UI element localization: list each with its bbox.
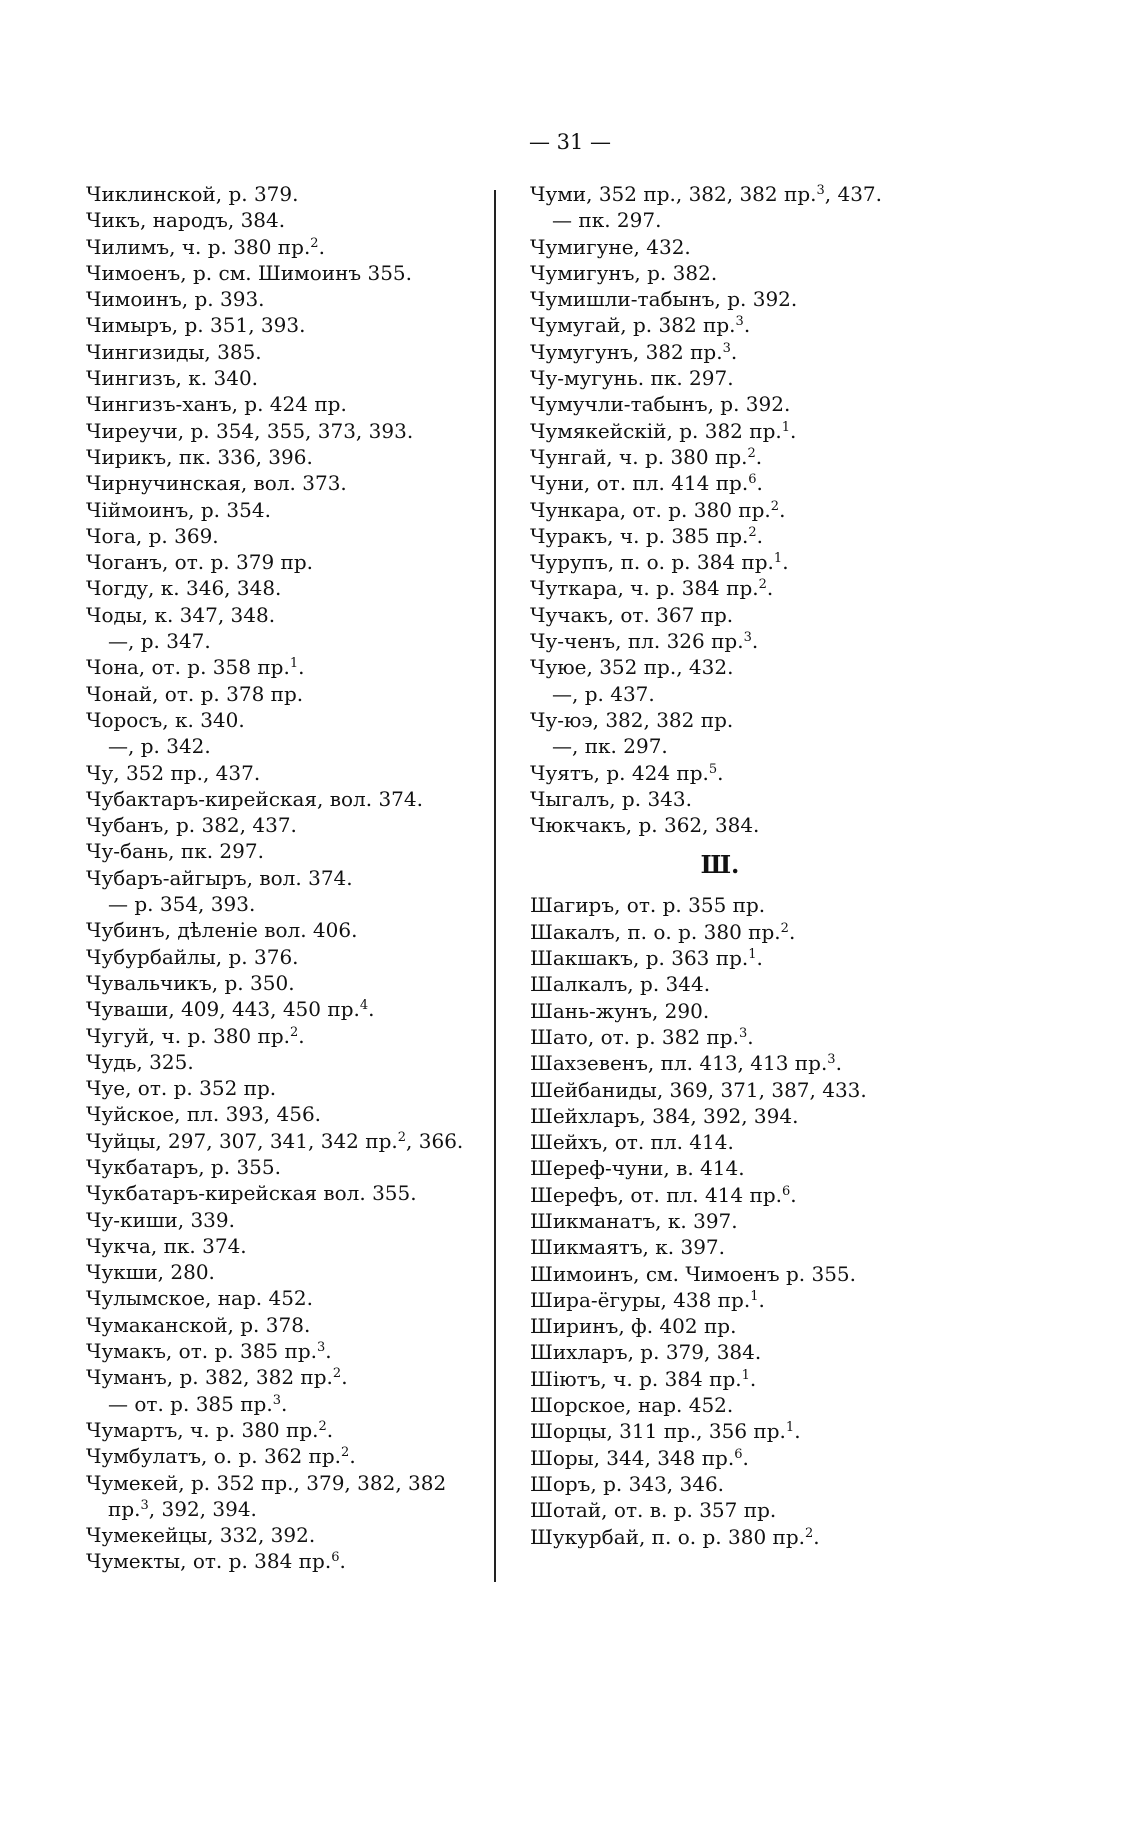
- index-entry: [86, 1101, 478, 1127]
- entry-text: Чыгалъ, р. 343.: [530, 786, 692, 811]
- index-entry: [530, 260, 950, 286]
- index-entry: [86, 1233, 478, 1259]
- entry-text-tail: .: [717, 760, 724, 785]
- index-entry: [530, 523, 950, 549]
- entry-text: Шотай, от. в. р. 357 пр.: [530, 1498, 777, 1523]
- entry-text: Чоганъ, от. р. 379 пр.: [86, 550, 314, 575]
- footnote-marker: 2: [805, 1525, 814, 1541]
- entry-text: Чумекейцы, 332, 392.: [86, 1523, 316, 1548]
- index-entry: [86, 234, 478, 260]
- entry-text-tail: .: [326, 1417, 334, 1442]
- index-entry: [530, 549, 950, 575]
- entry-text: Чумугай, р. 382 пр.: [530, 313, 736, 338]
- index-entry: [530, 1234, 950, 1260]
- footnote-marker: 2: [780, 920, 789, 936]
- index-entry: [86, 838, 478, 864]
- footnote-marker: 3: [140, 1497, 149, 1513]
- entry-text-tail: .: [749, 1366, 757, 1391]
- entry-text: Чу, 352 пр., 437.: [86, 760, 261, 785]
- entry-text-tail: .: [782, 550, 789, 575]
- index-entry: [86, 733, 478, 759]
- index-entry: [530, 1077, 950, 1103]
- index-entry: [530, 365, 950, 391]
- index-entry: [530, 1497, 950, 1523]
- entry-text: Шакалъ, п. о. р. 380 пр.: [530, 919, 781, 944]
- index-entry: [530, 1287, 950, 1313]
- index-entry: [530, 1129, 950, 1155]
- entry-text: Чувальчикъ, р. 350.: [86, 970, 295, 995]
- entry-text: Чумбулатъ, о. р. 362 пр.: [86, 1444, 342, 1469]
- entry-text-tail: .: [298, 655, 305, 680]
- entry-text: Шейбаниды, 369, 371, 387, 433.: [530, 1077, 867, 1102]
- index-entry: [86, 549, 478, 575]
- index-entry: [86, 1548, 478, 1574]
- index-entry: [530, 919, 950, 945]
- index-entry: [86, 1259, 478, 1285]
- index-entry: [530, 497, 950, 523]
- entry-text: Шагиръ, от. р. 355 пр.: [530, 893, 766, 918]
- entry-text: — р. 354, 393.: [108, 892, 256, 917]
- index-entry: [530, 707, 950, 733]
- entry-text-tail: .: [751, 629, 759, 654]
- entry-text: Чуе, от. р. 352 пр.: [86, 1076, 277, 1101]
- right-column-top-list: [530, 181, 950, 838]
- index-entry: [530, 1418, 950, 1444]
- index-entry: [86, 760, 478, 786]
- entry-text: Шимоинъ, см. Чимоенъ р. 355.: [530, 1261, 857, 1286]
- entry-text: Чукча, пк. 374.: [86, 1233, 247, 1258]
- right-column: [530, 181, 950, 1550]
- entry-text-tail: .: [368, 997, 375, 1022]
- entry-text: Чулымское, нар. 452.: [86, 1286, 314, 1311]
- entry-text: Чурупъ, п. о. р. 384 пр.: [530, 550, 774, 575]
- index-entry: [530, 786, 950, 812]
- index-entry: [530, 945, 950, 971]
- index-entry: [86, 575, 478, 601]
- entry-text: Чога, р. 369.: [86, 523, 219, 548]
- entry-text: Чогду, к. 346, 348.: [86, 576, 282, 601]
- entry-text: Чуюе, 352 пр., 432.: [530, 655, 734, 680]
- entry-text: Чингизиды, 385.: [86, 339, 262, 364]
- entry-text-tail: .: [747, 1024, 754, 1049]
- index-entry: [86, 865, 478, 891]
- entry-text-tail: .: [756, 471, 763, 496]
- entry-text-tail: .: [743, 313, 751, 338]
- page-number: — 31 —: [528, 130, 612, 154]
- entry-text: Чубинъ, дѣленіе вол. 406.: [86, 918, 358, 943]
- entry-text: Чумаканской, р. 378.: [86, 1312, 311, 1337]
- entry-text: пр.: [108, 1496, 141, 1521]
- entry-text: Чуйцы, 297, 307, 341, 342 пр.: [86, 1128, 398, 1153]
- entry-text-tail: .: [325, 1339, 332, 1364]
- entry-text-tail: .: [349, 1444, 356, 1469]
- entry-text: Чумугунъ, 382 пр.: [530, 339, 723, 364]
- index-entry: [530, 1182, 950, 1208]
- entry-text: Чингизъ, к. 340.: [86, 366, 259, 391]
- index-entry: [530, 654, 950, 680]
- entry-text-tail: , 392, 394.: [148, 1496, 257, 1521]
- footnote-marker: 2: [290, 1024, 299, 1040]
- entry-text-tail: .: [318, 234, 325, 259]
- index-entry: [86, 1470, 478, 1496]
- index-entry: [530, 1313, 950, 1339]
- entry-text: Шалкалъ, р. 344.: [530, 972, 711, 997]
- index-entry: [86, 1207, 478, 1233]
- index-entry: [86, 1312, 478, 1338]
- index-entry: [530, 1524, 950, 1550]
- entry-text: Шіютъ, ч. р. 384 пр.: [530, 1366, 742, 1391]
- entry-text: Чуйское, пл. 393, 456.: [86, 1102, 322, 1127]
- index-entry: [530, 575, 950, 601]
- entry-text: Шакшакъ, р. 363 пр.: [530, 946, 749, 971]
- entry-text-tail: , 437.: [824, 182, 883, 206]
- index-entry: [86, 207, 478, 233]
- index-entry: [530, 470, 950, 496]
- entry-text: — пк. 297.: [552, 208, 662, 233]
- index-entry: [530, 234, 950, 260]
- index-entry: [530, 391, 950, 417]
- entry-text: Чугуй, ч. р. 380 пр.: [86, 1023, 290, 1048]
- index-entry: [86, 523, 478, 549]
- entry-text: Чункара, от. р. 380 пр.: [530, 497, 771, 522]
- entry-text: —, р. 347.: [108, 629, 211, 654]
- index-entry: [86, 944, 478, 970]
- entry-text: Чудь, 325.: [86, 1049, 194, 1074]
- entry-text: Чукбатаръ, р. 355.: [86, 1154, 281, 1179]
- index-entry: [86, 1023, 478, 1049]
- entry-text-tail: .: [758, 1287, 765, 1312]
- entry-text: Шоры, 344, 348 пр.: [530, 1445, 735, 1470]
- index-entry: [530, 1366, 950, 1392]
- entry-text: Шикманатъ, к. 397.: [530, 1208, 738, 1233]
- entry-text: Чу-киши, 339.: [86, 1207, 235, 1232]
- entry-text: Шейхъ, от. пл. 414.: [530, 1130, 734, 1155]
- entry-text: Чона, от. р. 358 пр.: [86, 655, 290, 680]
- footnote-marker: 1: [289, 656, 299, 672]
- entry-text: —, р. 437.: [552, 681, 655, 706]
- entry-text: Чилимъ, ч. р. 380 пр.: [86, 234, 311, 259]
- index-entry: [86, 1364, 478, 1390]
- index-entry: [86, 391, 478, 417]
- entry-text-tail: .: [756, 946, 763, 971]
- index-entry: [86, 1154, 478, 1180]
- entry-text: Чиреучи, р. 354, 355, 373, 393.: [86, 418, 414, 443]
- entry-text-tail: .: [742, 1445, 749, 1470]
- entry-text: Чюкчакъ, р. 362, 384.: [530, 813, 760, 838]
- footnote-marker: 3: [317, 1340, 326, 1356]
- index-entry: [530, 1445, 950, 1471]
- entry-text: Чуваши, 409, 443, 450 пр.: [86, 997, 360, 1022]
- entry-text: Чумартъ, ч. р. 380 пр.: [86, 1417, 319, 1442]
- entry-text: Чукбатаръ-кирейская вол. 355.: [86, 1181, 417, 1206]
- footnote-marker: 5: [708, 761, 718, 777]
- entry-text-tail: , 366.: [406, 1128, 464, 1153]
- entry-text: Шереф-чуни, в. 414.: [530, 1156, 745, 1181]
- entry-text: Чуми, 352 пр., 382, 382 пр.: [530, 182, 817, 206]
- footnote-marker: 3: [735, 314, 744, 330]
- index-entry: [86, 812, 478, 838]
- index-entry: [86, 339, 478, 365]
- index-entry: [86, 181, 478, 207]
- entry-text-tail: .: [730, 339, 738, 364]
- index-entry: [86, 444, 478, 470]
- entry-text: Чимоенъ, р. см. Шимоинъ 355.: [86, 260, 413, 285]
- index-entry: [86, 1075, 478, 1101]
- index-entry: [530, 733, 950, 759]
- footnote-marker: 1: [785, 1420, 795, 1436]
- entry-text-tail: .: [281, 1391, 288, 1416]
- entry-text-tail: .: [813, 1524, 820, 1549]
- entry-text: Чучакъ, от. 367 пр.: [530, 602, 734, 627]
- index-entry: [86, 1496, 478, 1522]
- index-entry: [86, 365, 478, 391]
- entry-text: Чумакъ, от. р. 385 пр.: [86, 1339, 318, 1364]
- entry-text: Чу-ченъ, пл. 326 пр.: [530, 629, 744, 654]
- index-entry: [530, 1155, 950, 1181]
- entry-text: Чуракъ, ч. р. 385 пр.: [530, 523, 749, 548]
- footnote-marker: 2: [747, 445, 756, 461]
- index-entry: [530, 602, 950, 628]
- index-entry: [86, 602, 478, 628]
- entry-text-tail: .: [835, 1051, 842, 1076]
- entry-text: Чуткара, ч. р. 384 пр.: [530, 576, 759, 601]
- index-entry: [86, 1128, 478, 1154]
- footnote-marker: 6: [781, 1183, 791, 1199]
- index-entry: [86, 628, 478, 654]
- footnote-marker: 1: [781, 419, 791, 435]
- footnote-marker: 1: [773, 551, 783, 567]
- footnote-marker: 4: [359, 998, 369, 1014]
- entry-text: Чумекей, р. 352 пр., 379, 382, 382: [86, 1470, 447, 1495]
- footnote-marker: 3: [827, 1052, 836, 1068]
- entry-text: Шахзевенъ, пл. 413, 413 пр.: [530, 1051, 828, 1076]
- index-entry: [86, 1285, 478, 1311]
- footnote-marker: 2: [310, 235, 319, 251]
- entry-text: Шейхларъ, 384, 392, 394.: [530, 1103, 799, 1128]
- entry-text-tail: .: [298, 1023, 305, 1048]
- entry-text: Шерефъ, от. пл. 414 пр.: [530, 1182, 782, 1207]
- entry-text: Чингизъ-ханъ, р. 424 пр.: [86, 392, 347, 417]
- entry-text: Ширинъ, ф. 402 пр.: [530, 1314, 737, 1339]
- entry-text: Чоды, к. 347, 348.: [86, 602, 276, 627]
- section-heading: Ш.: [700, 850, 740, 880]
- index-entry: [86, 1391, 478, 1417]
- entry-text: Шикмаятъ, к. 397.: [530, 1235, 725, 1260]
- footnote-marker: 1: [750, 1288, 759, 1304]
- index-entry: [86, 260, 478, 286]
- entry-text: Чубаръ-айгыръ, вол. 374.: [86, 865, 353, 890]
- entry-text: Чумекты, от. р. 384 пр.: [86, 1549, 332, 1574]
- entry-text-tail: .: [790, 1182, 797, 1207]
- footnote-marker: 3: [743, 630, 752, 646]
- entry-text: Чумигунъ, р. 382.: [530, 260, 718, 285]
- entry-text: Шорское, нар. 452.: [530, 1393, 734, 1418]
- index-entry: [530, 1339, 950, 1365]
- entry-text: Чикъ, народъ, 384.: [86, 208, 286, 233]
- entry-text: Чуятъ, р. 424 пр.: [530, 760, 709, 785]
- index-entry: [530, 286, 950, 312]
- entry-text: Шато, от. р. 382 пр.: [530, 1024, 739, 1049]
- index-entry: [86, 286, 478, 312]
- entry-text-tail: .: [794, 1419, 801, 1444]
- footnote-marker: 2: [758, 577, 767, 593]
- footnote-marker: 6: [734, 1446, 743, 1462]
- index-entry: [86, 470, 478, 496]
- index-entry: [86, 996, 478, 1022]
- entry-text: Чонай, от. р. 378 пр.: [86, 681, 304, 706]
- footnote-marker: 2: [332, 1366, 342, 1382]
- index-entry: [86, 312, 478, 338]
- entry-text-tail: .: [766, 576, 774, 601]
- entry-text: —, р. 342.: [108, 734, 211, 759]
- entry-text: Чунгай, ч. р. 380 пр.: [530, 444, 748, 469]
- index-entry: [530, 1392, 950, 1418]
- entry-text: Шорцы, 311 пр., 356 пр.: [530, 1419, 786, 1444]
- index-entry: [86, 786, 478, 812]
- entry-text: —, пк. 297.: [552, 734, 668, 759]
- entry-text: Чумишли-табынъ, р. 392.: [530, 287, 798, 312]
- entry-text-tail: .: [755, 444, 763, 469]
- index-entry: [86, 970, 478, 996]
- entry-text: Чумякейскій, р. 382 пр.: [530, 418, 782, 443]
- footnote-marker: 3: [738, 1025, 748, 1041]
- entry-text: Чумигуне, 432.: [530, 234, 691, 259]
- entry-text: Шира-ёгуры, 438 пр.: [530, 1287, 751, 1312]
- index-entry: [530, 998, 950, 1024]
- entry-text: Шань-жунъ, 290.: [530, 998, 710, 1023]
- entry-text: Чубактаръ-кирейская, вол. 374.: [86, 786, 423, 811]
- entry-text: Чиклинской, р. 379.: [86, 182, 299, 206]
- entry-text: Шихларъ, р. 379, 384.: [530, 1340, 762, 1365]
- index-entry: [530, 1471, 950, 1497]
- footnote-marker: 2: [341, 1445, 350, 1461]
- index-entry: [86, 1443, 478, 1469]
- index-entry: [86, 917, 478, 943]
- index-entry: [86, 1180, 478, 1206]
- index-entry: [530, 1050, 950, 1076]
- index-entry: [530, 1261, 950, 1287]
- index-entry: [530, 312, 950, 338]
- index-entry: [86, 1338, 478, 1364]
- entry-text-tail: .: [779, 497, 786, 522]
- column-divider: [494, 190, 496, 1582]
- index-entry: [530, 1208, 950, 1234]
- index-entry: [86, 654, 478, 680]
- footnote-marker: 6: [748, 472, 757, 488]
- entry-text: Чумучли-табынъ, р. 392.: [530, 392, 791, 417]
- entry-text: Чу-бань, пк. 297.: [86, 839, 264, 864]
- entry-text: Чубанъ, р. 382, 437.: [86, 813, 297, 838]
- index-entry: [86, 1522, 478, 1548]
- entry-text: Чу-мугунь. пк. 297.: [530, 366, 734, 391]
- footnote-marker: 2: [397, 1129, 407, 1145]
- index-entry: [530, 760, 950, 786]
- entry-text: Чу-юэ, 382, 382 пр.: [530, 707, 734, 732]
- index-entry: [530, 681, 950, 707]
- entry-text-tail: .: [790, 418, 797, 443]
- footnote-marker: 1: [741, 1367, 750, 1383]
- entry-text-tail: .: [788, 919, 796, 944]
- footnote-marker: 6: [331, 1550, 340, 1566]
- entry-text: Чубурбайлы, р. 376.: [86, 944, 299, 969]
- entry-text: Чуманъ, р. 382, 382 пр.: [86, 1365, 333, 1390]
- footnote-marker: 3: [816, 183, 825, 198]
- entry-text: Чимыръ, р. 351, 393.: [86, 313, 306, 338]
- entry-text: Чукши, 280.: [86, 1260, 215, 1285]
- index-entry: [86, 707, 478, 733]
- entry-text: Чоросъ, к. 340.: [86, 707, 245, 732]
- index-entry: [530, 892, 950, 918]
- index-entry: [530, 1103, 950, 1129]
- footnote-marker: 2: [318, 1418, 327, 1434]
- entry-text: Чирнучинская, вол. 373.: [86, 471, 347, 496]
- index-entry: [86, 418, 478, 444]
- index-entry: [530, 1024, 950, 1050]
- footnote-marker: 1: [748, 947, 757, 963]
- index-entry: [530, 339, 950, 365]
- index-entry: [530, 628, 950, 654]
- index-entry: [530, 418, 950, 444]
- entry-text: Чуни, от. пл. 414 пр.: [530, 471, 749, 496]
- entry-text: Чіймоинъ, р. 354.: [86, 497, 271, 522]
- right-column-bottom-list: [530, 892, 950, 1549]
- entry-text: Шукурбай, п. о. р. 380 пр.: [530, 1524, 806, 1549]
- index-entry: [86, 1049, 478, 1075]
- footnote-marker: 3: [722, 340, 731, 356]
- index-entry: [530, 812, 950, 838]
- entry-text: Чирикъ, пк. 336, 396.: [86, 444, 313, 469]
- entry-text-tail: .: [341, 1365, 348, 1390]
- entry-text-tail: .: [756, 523, 764, 548]
- index-entry: [86, 497, 478, 523]
- index-entry: [530, 971, 950, 997]
- index-entry: [530, 181, 950, 207]
- index-entry: [530, 444, 950, 470]
- index-entry: [86, 681, 478, 707]
- footnote-marker: 2: [748, 524, 757, 540]
- index-entry: [86, 891, 478, 917]
- footnote-marker: 2: [770, 498, 780, 514]
- left-column: [86, 181, 478, 1575]
- index-entry: [530, 207, 950, 233]
- footnote-marker: 3: [272, 1392, 281, 1408]
- entry-text: — от. р. 385 пр.: [108, 1391, 273, 1416]
- entry-text: Чимоинъ, р. 393.: [86, 287, 265, 312]
- entry-text-tail: .: [339, 1549, 346, 1574]
- index-entry: [86, 1417, 478, 1443]
- entry-text: Шоръ, р. 343, 346.: [530, 1471, 725, 1496]
